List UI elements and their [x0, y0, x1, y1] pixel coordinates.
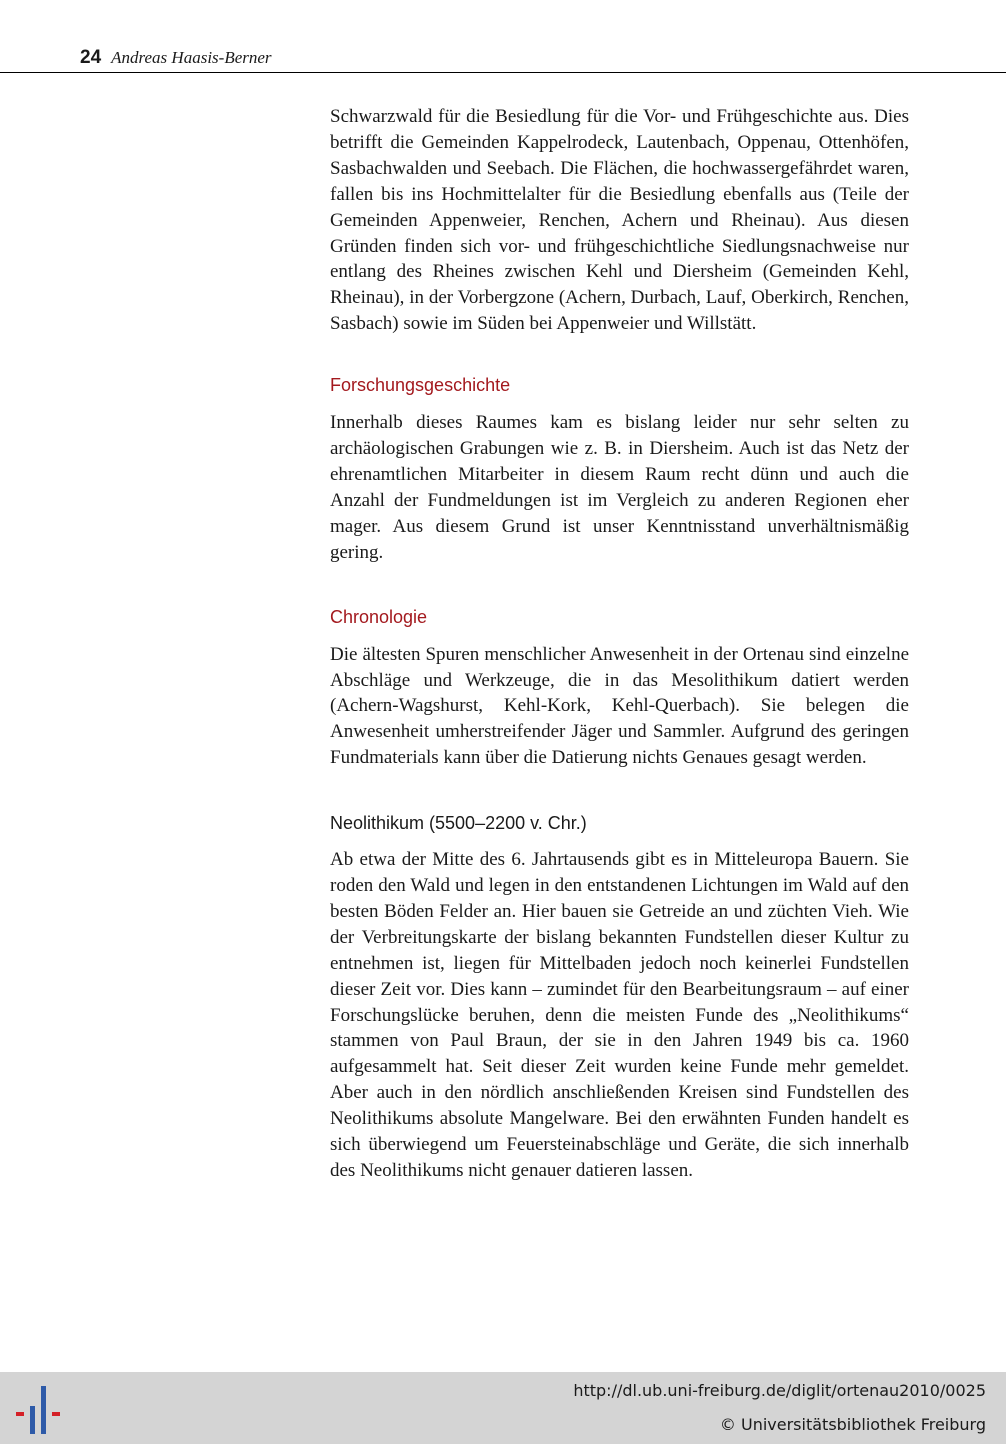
ub-freiburg-logo-icon — [12, 1382, 64, 1438]
paragraph: Die ältesten Spuren menschlicher Anwesenheit in der Ortenau sind einzelne Abschläge und Werkzeuge, die in das Mesolithikum datiert werden (Achern-Wagshurst, Kehl-Kork, Kehl-Querbach). Sie belegen die Anwesenheit umherstreifender Jäger und Sammler. Aufgrund des geringen Fundmaterials kann über die Datierung nichts Genaues gesagt werden. — [330, 643, 909, 769]
header-rule — [0, 72, 1006, 73]
section-heading-forschungsgeschichte: Forschungsgeschichte — [330, 375, 511, 396]
main-content — [330, 104, 909, 1184]
section-heading-chronologie: Chronologie — [330, 606, 428, 627]
running-head-author: Andreas Haasis-Berner — [111, 48, 272, 67]
footer-url-link[interactable]: http://dl.ub.uni-freiburg.de/diglit/ortenau2010/0025 — [573, 1381, 986, 1400]
running-head — [80, 46, 272, 70]
footer-url[interactable] — [573, 1381, 986, 1400]
paragraph: Ab etwa der Mitte des 6. Jahrtausends gibt es in Mitteleuropa Bauern. Sie roden den Wald und legen in den entstandenen Lichtungen im Wald auf den besten Böden Felder an. Hier bauen sie Getreide an und züchten Vieh. Wie der Verbreitungskarte der bislang bekannten Fundstellen dieser Kultur zu entnehmen ist, liegen für Mittelbaden jedoch noch keinerlei Fundstellen dieser Zeit vor. Dies kann – zumindet für den Bearbeitungsraum – auf einer Forschungslücke beruhen, denn die meisten Funde des „Neolithikums“ stammen von Paul Braun, der sie in den Jahren 1949 bis ca. 1960 aufgesammelt hat. Seit dieser Zeit wurden keine Funde mehr gemeldet. Aber auch in den nördlich anschließenden Kreisen sind Fundstellen des Neolithikums absolute Mangelware. Bei den erwähnten Funden handelt es sich überwiegend um Feuersteinabschläge und Geräte, die sich innerhalb des Neolithikums nicht genauer datieren lassen. — [330, 849, 909, 1181]
footer-bar — [0, 1372, 1006, 1444]
paragraph: Innerhalb dieses Raumes kam es bislang leider nur sehr selten zu archäologischen Grabungen wie z. B. in Diersheim. Auch ist das Netz der ehrenamtlichen Mitarbeiter in diesem Raum recht dünn und auch die Anzahl der Fundmeldungen ist im Vergleich zu anderen Regionen eher mager. Aus diesem Grund ist unser Kenntnisstand unverhältnismäßig gering. — [330, 412, 909, 563]
paragraph: Schwarzwald für die Besiedlung für die Vor- und Frühgeschichte aus. Dies betrifft die Gemeinden Kappelrodeck, Lautenbach, Oppenau, Ottenhöfen, Sasbachwalden und Seebach. Die Flächen, die hochwassergefährdet waren, fallen bis ins Hochmittelalter für die Besiedlung ebenfalls aus (Teile der Gemeinden Appenweier, Renchen, Achern und Rheinau). Aus diesen Gründen finden sich vor- und frühgeschichtliche Siedlungsnachweise nur entlang des Rheines zwischen Kehl und Diersheim (Gemeinden Kehl, Rheinau), in der Vorbergzone (Achern, Durbach, Lauf, Oberkirch, Renchen, Sasbach) sowie im Süden bei Appenweier und Willstätt. — [330, 106, 909, 335]
subsection-heading-neolithikum: Neolithikum (5500–2200 v. Chr.) — [330, 813, 587, 834]
page-number: 24 — [80, 47, 102, 68]
footer-copyright: © Universitätsbibliothek Freiburg — [719, 1415, 986, 1434]
